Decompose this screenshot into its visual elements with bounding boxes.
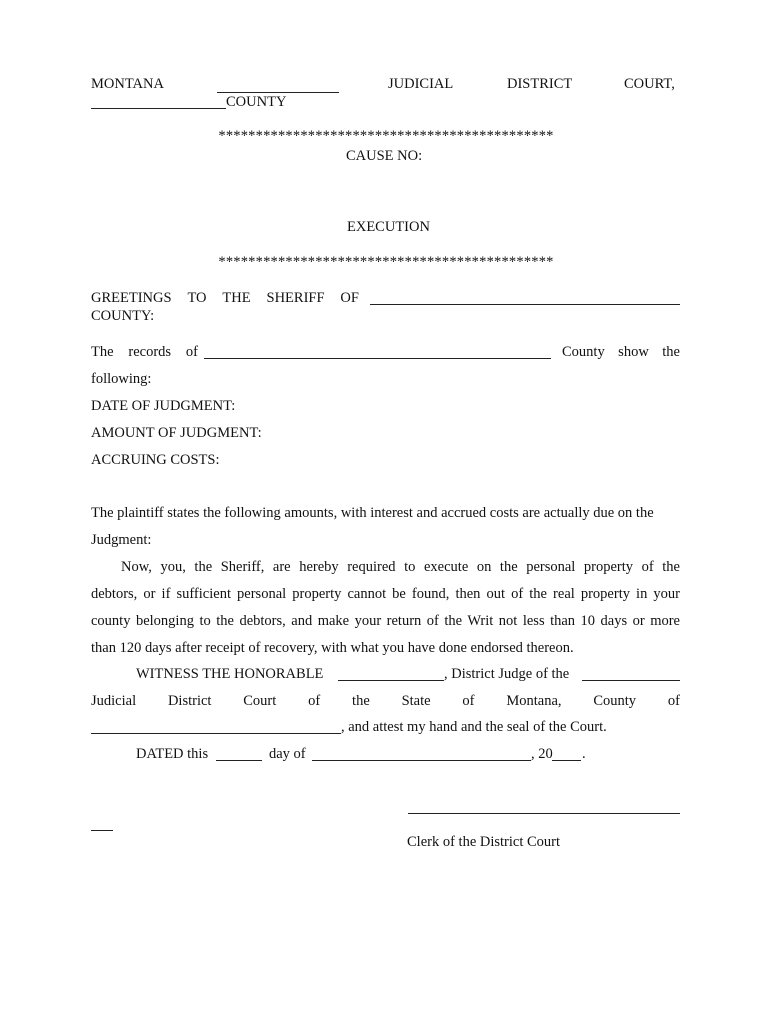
day-blank[interactable] [216,760,262,761]
county-blank[interactable] [91,733,341,734]
judicial-district-blank[interactable] [217,92,339,93]
judge-name-blank[interactable] [338,680,444,681]
greetings-word: THE [222,290,251,306]
sheriff-county-blank[interactable] [370,304,680,305]
plaintiff-line-1 [91,505,680,522]
records-word: the [662,344,680,360]
order-line-2: debtors, or if sufficient personal property cannot be found, then out of the real property in your [91,586,680,602]
witness-word: of [462,693,475,709]
greetings-word: GREETINGS [91,290,172,306]
records-prefix [91,344,198,361]
witness-word: Court [243,693,277,709]
greetings-word: SHERIFF [266,290,325,306]
clerk-signature-line[interactable] [408,813,680,814]
header-montana: MONTANA [91,76,164,92]
witness-word: District [167,693,212,709]
greetings-line [91,290,359,307]
plaintiff-line-2: Judgment: [91,532,152,548]
witness-prefix: WITNESS THE HONORABLE [136,666,324,682]
plaintiff-text: The plaintiff states the following amounts, with interest and accrued costs are actually due on the [91,505,654,521]
order-line-3: county belonging to the debtors, and make your return of the Writ not less than 10 days or more [91,613,680,629]
witness-word: Montana, [506,693,562,709]
dated-year: , 20 [531,746,553,762]
separator-top: ********************************************* [218,128,554,144]
witness-word: State [401,693,431,709]
month-blank[interactable] [312,760,531,761]
records-following: following: [91,371,152,387]
witness-word: of [667,693,680,709]
witness-word: the [352,693,370,709]
cause-no-label: CAUSE NO: [346,148,423,164]
county-name-blank[interactable] [91,108,226,109]
date-of-judgment-label: DATE OF JUDGMENT: [91,398,236,414]
greetings-county: COUNTY: [91,308,155,324]
header-court: COURT, [624,76,675,92]
records-suffix [562,344,680,361]
header-county: COUNTY [226,94,287,110]
dated-prefix: DATED this [136,746,209,762]
greetings-word: TO [187,290,207,306]
year-blank[interactable] [552,760,581,761]
stray-underline [91,830,113,831]
records-county-blank[interactable] [204,358,551,359]
witness-word: Judicial [91,693,137,709]
separator-bottom: ********************************************* [218,254,554,270]
witness-attest: , and attest my hand and the seal of the Court. [341,719,607,735]
records-word: records [128,344,172,360]
witness-word: of [308,693,321,709]
records-word: show [618,344,649,360]
witness-mid: , District Judge of the [444,666,570,682]
amount-of-judgment-label: AMOUNT OF JUDGMENT: [91,425,262,441]
header-judicial: JUDICIAL [388,76,454,92]
records-word: The [91,344,114,360]
dated-period: . [582,746,586,762]
records-word: of [185,344,198,360]
witness-word: County [593,693,637,709]
greetings-word: OF [340,290,359,306]
clerk-label: Clerk of the District Court [407,834,561,850]
accruing-costs-label: ACCRUING COSTS: [91,452,220,468]
header-district: DISTRICT [507,76,573,92]
dated-day-of: day of [269,746,306,762]
order-line-4: than 120 days after receipt of recovery, with what you have done endorsed thereon. [91,640,574,656]
order-line-1: Now, you, the Sheriff, are hereby required to execute on the personal property of the [121,559,680,575]
judicial-district-number-blank[interactable] [582,680,680,681]
document-title: EXECUTION [347,219,430,235]
witness-line-2 [91,693,680,710]
records-word: County [562,344,605,360]
